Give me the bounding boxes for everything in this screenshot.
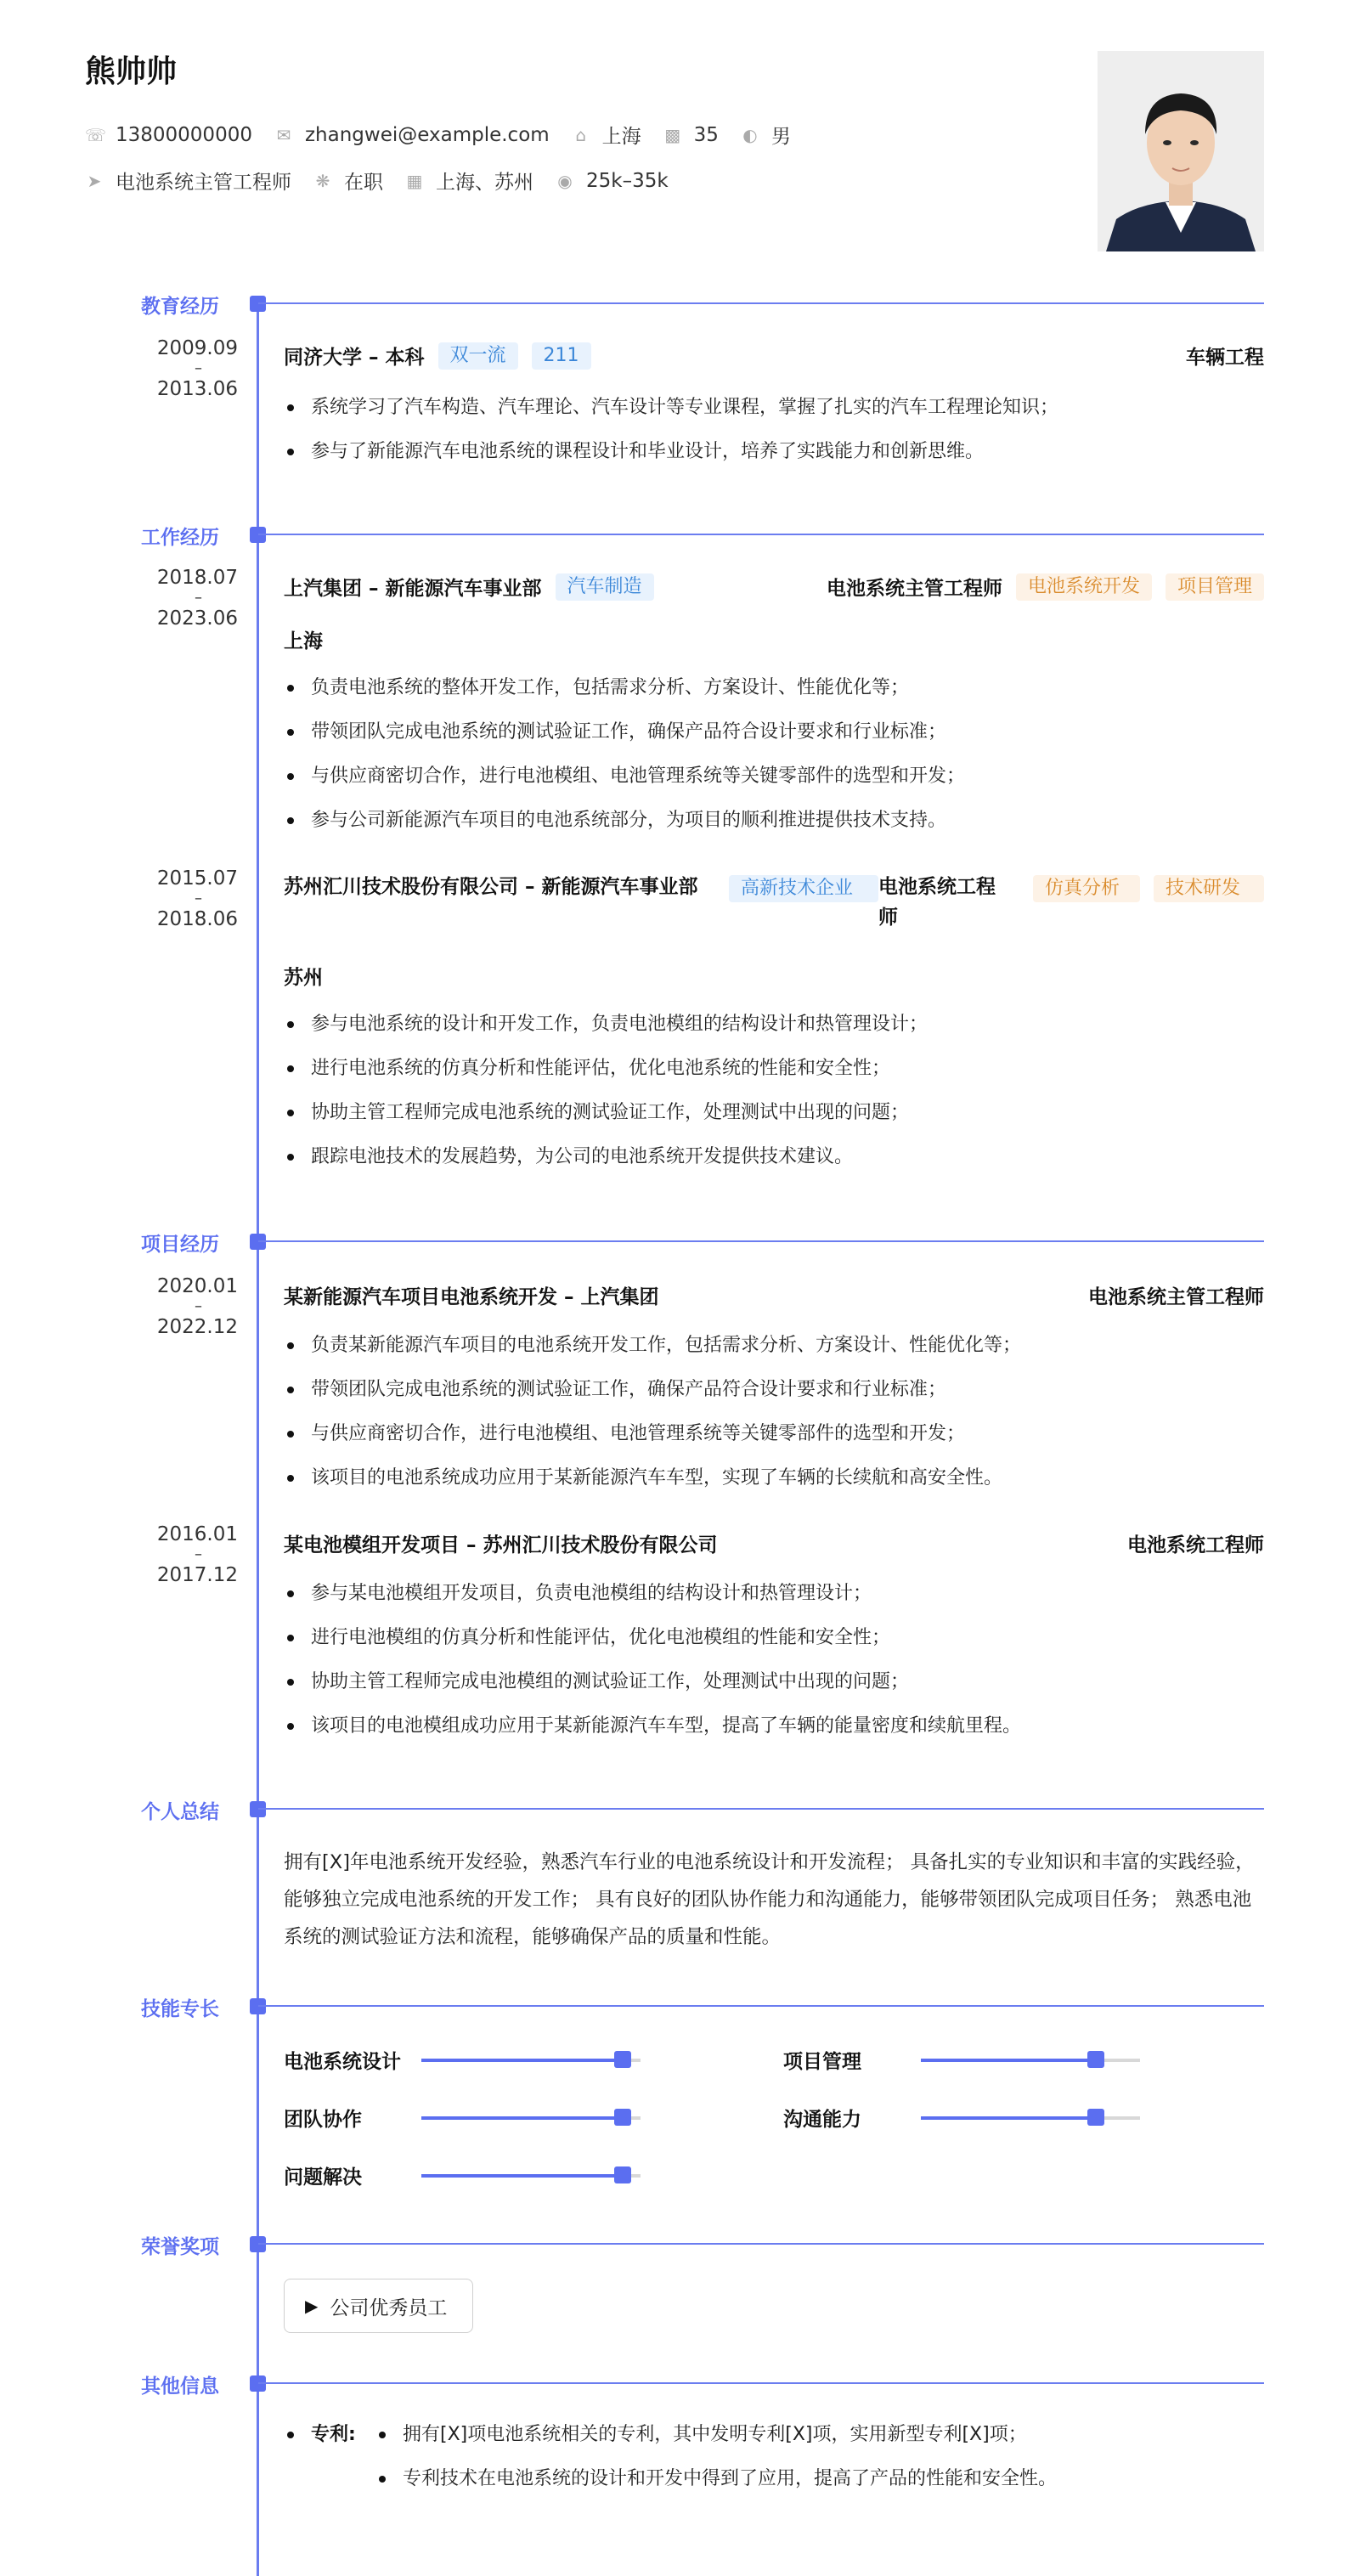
money-icon: ◉ [557, 170, 573, 191]
send-icon: ➤ [87, 170, 102, 191]
section-title-honors: 荣誉奖项 [141, 2236, 219, 2258]
patent-row [284, 2413, 1264, 2501]
phone-icon: ☏ [85, 124, 107, 145]
date-start: 2016.01 [156, 1523, 238, 1545]
project-bullets [284, 1572, 1264, 1748]
city-text: 上海 [601, 126, 641, 148]
project-header [284, 1281, 1264, 1309]
skill-knob [1087, 2109, 1104, 2126]
list-item: 进行电池系统的仿真分析和性能评估，优化电池系统的性能和安全性； [284, 1047, 1264, 1091]
timeline-line [257, 302, 259, 2576]
date-dash: – [195, 1297, 202, 1315]
project-dates [127, 1276, 238, 1337]
work-bullets [284, 666, 1264, 843]
project-title: 某电池模组开发项目 – 苏州汇川技术股份有限公司 [284, 1534, 718, 1556]
school-tag: 211 [532, 342, 591, 370]
target-city-text: 上海、苏州 [436, 172, 533, 194]
skill-name: 团队协作 [284, 2109, 362, 2131]
date-dash: – [195, 589, 202, 607]
section-title-education: 教育经历 [141, 296, 219, 318]
section-title-other: 其他信息 [141, 2375, 219, 2398]
list-item: 参与电池系统的设计和开发工作，负责电池模组的结构设计和热管理设计； [284, 1003, 1264, 1047]
date-start: 2020.01 [156, 1275, 238, 1297]
position-text: 电池系统主管工程师 [116, 172, 291, 194]
section-divider [258, 2382, 1264, 2384]
patent-list [375, 2413, 1057, 2501]
list-item: 参与某电池模组开发项目，负责电池模组的结构设计和热管理设计； [284, 1572, 1264, 1616]
work-location: 苏州 [284, 967, 323, 989]
date-end: 2017.12 [156, 1564, 238, 1586]
home-icon: ⌂ [575, 124, 587, 145]
company-title: 上汽集团 – 新能源汽车事业部 [284, 578, 542, 600]
industry-tag: 高新技术企业 [729, 875, 878, 902]
status-item [313, 167, 383, 195]
list-item: 带领团队完成电池系统的测试验证工作，确保产品符合设计要求和行业标准； [284, 710, 1264, 754]
skill-knob [614, 2166, 631, 2183]
project-role: 电池系统工程师 [1127, 1534, 1264, 1556]
gender-icon: ◐ [742, 124, 758, 145]
phone-item [85, 124, 252, 146]
list-item: 系统学习了汽车构造、汽车理论、汽车设计等专业课程，掌握了扎实的汽车工程理论知识； [284, 386, 1264, 430]
date-end: 2023.06 [156, 607, 238, 630]
status-icon: ❋ [315, 170, 330, 191]
project-bullets [284, 1324, 1264, 1500]
skill-item [783, 2046, 1140, 2074]
summary-text: 拥有[X]年电池系统开发经验，熟悉汽车行业的电池系统设计和开发流程； 具备扎实的专业知识和丰富的实践经验，能够独立完成电池系统的开发工作； 具有良好的团队协作能力和沟通能力，能够带领团队完成项目任务； 熟悉电池系统的测试验证方法和流程，能够确保产品的质量和性能。 [284, 1851, 1255, 1948]
email-item [274, 124, 550, 146]
job-role: 电池系统主管工程师 [826, 578, 1002, 600]
building-icon: ▦ [406, 170, 423, 191]
phone-text: 13800000000 [116, 123, 252, 146]
target-city-item [405, 167, 533, 195]
award-badge [284, 2279, 473, 2333]
age-text: 35 [693, 123, 719, 146]
skill-knob [614, 2109, 631, 2126]
section-title-project: 项目经历 [141, 1234, 219, 1256]
role-tag: 项目管理 [1166, 573, 1264, 601]
contact-row [85, 121, 813, 149]
project-header [284, 1529, 1264, 1557]
mail-icon: ✉ [276, 124, 291, 145]
skill-bar [921, 2059, 1140, 2062]
section-title-work: 工作经历 [141, 527, 219, 549]
list-item: 该项目的电池系统成功应用于某新能源汽车车型，实现了车辆的长续航和高安全性。 [284, 1456, 1264, 1500]
industry-tag: 汽车制造 [556, 573, 654, 601]
role-tag: 技术研发 [1154, 875, 1264, 902]
job-role: 电池系统工程师 [878, 876, 996, 929]
skill-item [284, 2161, 641, 2189]
list-item: 与供应商密切合作，进行电池模组、电池管理系统等关键零部件的选型和开发； [284, 1412, 1264, 1456]
section-divider [258, 2243, 1264, 2245]
skill-name: 沟通能力 [783, 2109, 861, 2131]
role-tag: 仿真分析 [1033, 875, 1140, 902]
list-item: 专利技术在电池系统的设计和开发中得到了应用，提高了产品的性能和安全性。 [375, 2457, 1057, 2501]
major: 车辆工程 [1186, 347, 1264, 369]
age-item [663, 124, 719, 146]
skill-bar [421, 2059, 641, 2062]
date-start: 2015.07 [156, 867, 238, 890]
section-divider [258, 1808, 1264, 1810]
skill-bar [421, 2116, 641, 2120]
section-title-summary: 个人总结 [141, 1801, 219, 1823]
list-item: 带领团队完成电池系统的测试验证工作，确保产品符合设计要求和行业标准； [284, 1368, 1264, 1412]
education-dates [127, 338, 238, 399]
school-tag: 双一流 [438, 342, 518, 370]
gender-item [741, 121, 791, 149]
list-item: 跟踪电池技术的发展趋势，为公司的电池系统开发提供技术建议。 [284, 1135, 1264, 1179]
list-item: 拥有[X]项电池系统相关的专利，其中发明专利[X]项，实用新型专利[X]项； [375, 2413, 1057, 2457]
avatar-illustration [1098, 51, 1264, 251]
section-divider [258, 534, 1264, 535]
section-divider [258, 302, 1264, 304]
work-dates [127, 868, 238, 929]
skill-name: 问题解决 [284, 2166, 362, 2189]
job-intent-row [85, 167, 691, 195]
list-item: 负责电池系统的整体开发工作，包括需求分析、方案设计、性能优化等； [284, 666, 1264, 710]
work-header [284, 573, 1264, 601]
date-dash: – [195, 890, 202, 907]
gender-text: 男 [770, 126, 791, 148]
status-text: 在职 [344, 172, 383, 194]
date-end: 2013.06 [156, 378, 238, 400]
skill-name: 项目管理 [783, 2051, 861, 2073]
work-bullets [284, 1003, 1264, 1179]
project-dates [127, 1524, 238, 1585]
list-item: 与供应商密切合作，进行电池模组、电池管理系统等关键零部件的选型和开发； [284, 754, 1264, 799]
salary-text: 25k–35k [586, 169, 669, 192]
work-dates [127, 568, 238, 629]
school-title: 同济大学 – 本科 [284, 347, 425, 369]
profile-photo [1098, 51, 1264, 251]
other-info [284, 2413, 1264, 2501]
award-text: 公司优秀员工 [330, 2296, 448, 2319]
position-item [85, 167, 291, 195]
section-title-skills: 技能专长 [141, 1998, 219, 2020]
project-title: 某新能源汽车项目电池系统开发 – 上汽集团 [284, 1286, 659, 1308]
salary-item [556, 170, 669, 192]
education-bullets [284, 386, 1264, 474]
skill-knob [614, 2051, 631, 2068]
skill-item [783, 2104, 1140, 2132]
role-tag: 电池系统开发 [1016, 573, 1152, 601]
list-item: 协助主管工程师完成电池系统的测试验证工作，处理测试中出现的问题； [284, 1091, 1264, 1135]
patent-label: 专利: [284, 2413, 375, 2501]
date-start: 2009.09 [156, 337, 238, 359]
education-header [284, 342, 1264, 370]
date-end: 2018.06 [156, 908, 238, 930]
project-role: 电池系统主管工程师 [1088, 1286, 1264, 1308]
work-header [284, 872, 1264, 931]
list-item: 参与公司新能源汽车项目的电池系统部分，为项目的顺利推进提供技术支持。 [284, 799, 1264, 843]
list-item: 协助主管工程师完成电池模组的测试验证工作，处理测试中出现的问题； [284, 1660, 1264, 1704]
skill-item [284, 2104, 641, 2132]
list-item: 负责某新能源汽车项目的电池系统开发工作，包括需求分析、方案设计、性能优化等； [284, 1324, 1264, 1368]
date-start: 2018.07 [156, 567, 238, 589]
section-divider [258, 1240, 1264, 1242]
date-dash: – [195, 1545, 202, 1563]
skill-name: 电池系统设计 [284, 2051, 401, 2073]
play-triangle-icon: ▶ [305, 2296, 319, 2316]
company-title: 苏州汇川技术股份有限公司 – 新能源汽车事业部 [284, 876, 698, 898]
skill-knob [1087, 2051, 1104, 2068]
section-divider [258, 2005, 1264, 2007]
city-item [572, 121, 641, 149]
list-item: 该项目的电池模组成功应用于某新能源汽车车型，提高了车辆的能量密度和续航里程。 [284, 1704, 1264, 1748]
list-item: 参与了新能源汽车电池系统的课程设计和毕业设计，培养了实践能力和创新思维。 [284, 430, 1264, 474]
candidate-name: 熊帅帅 [85, 54, 178, 89]
work-location: 上海 [284, 630, 323, 652]
skill-bar [921, 2116, 1140, 2120]
skill-bar [421, 2174, 641, 2178]
date-dash: – [195, 359, 202, 377]
date-end: 2022.12 [156, 1316, 238, 1338]
age-icon: ▩ [664, 124, 681, 145]
list-item: 进行电池模组的仿真分析和性能评估，优化电池模组的性能和安全性； [284, 1616, 1264, 1660]
skill-item [284, 2046, 641, 2074]
email-text: zhangwei@example.com [304, 123, 550, 146]
